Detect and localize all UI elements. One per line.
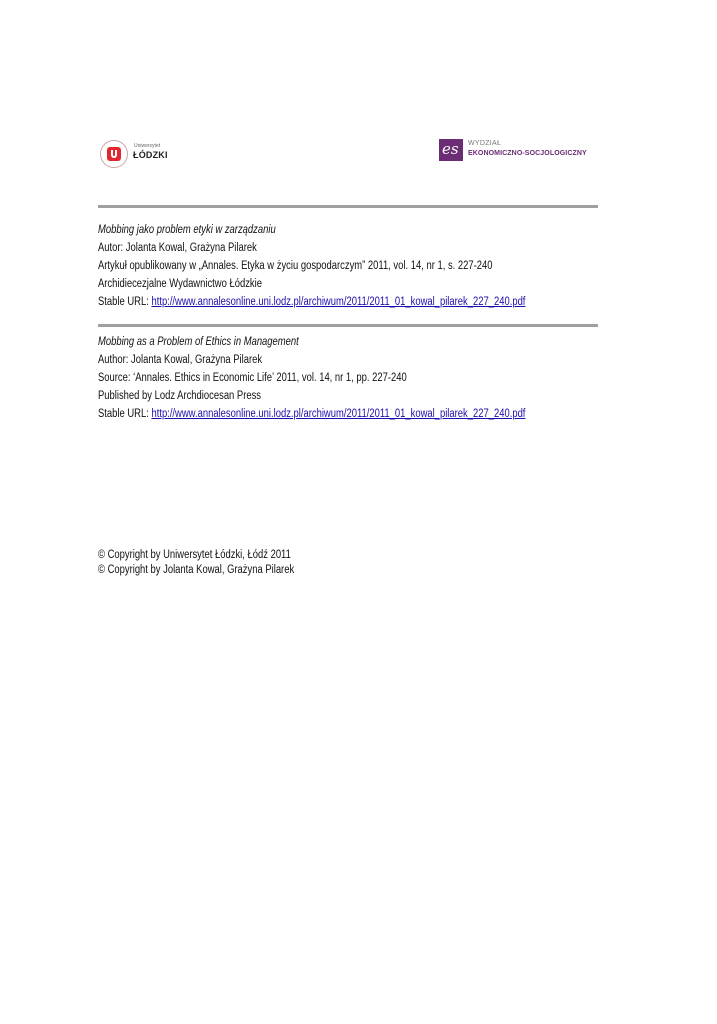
english-authors: Author: Jolanta Kowal, Grażyna Pilarek — [98, 354, 263, 366]
polish-citation — [98, 221, 618, 311]
english-source: Source: ‘Annales. Ethics in Economic Life’ 2011, vol. 14, nr 1, pp. 227-240 — [98, 372, 407, 384]
english-citation — [98, 333, 618, 423]
english-stable-url-link[interactable]: http://www.annalesonline.uni.lodz.pl/archiwum/2011/2011_01_kowal_pilarek_227_240.pdf — [151, 408, 526, 420]
faculty-logo-line1: WYDZIAŁ — [468, 140, 502, 147]
copyright-line-authors: © Copyright by Jolanta Kowal, Grażyna Pilarek — [98, 564, 295, 576]
university-logo — [100, 138, 170, 170]
english-url-label: Stable URL: — [98, 408, 152, 420]
polish-url-label: Stable URL: — [98, 296, 152, 308]
english-url-line — [98, 405, 524, 423]
english-title: Mobbing as a Problem of Ethics in Management — [98, 336, 299, 348]
polish-source: Artykuł opublikowany w „Annales. Etyka w życiu gospodarczym” 2011, vol. 14, nr 1, s. 227-240 — [98, 260, 493, 272]
polish-publisher: Archidiecezjalne Wydawnictwo Łódzkie — [98, 278, 262, 290]
copyright-line-university: © Copyright by Uniwersytet Łódzki, Łódź 2011 — [98, 549, 291, 561]
divider-middle — [98, 324, 598, 327]
faculty-logo-line2: EKONOMICZNO-SOCJOLOGICZNY — [468, 150, 587, 157]
english-publisher: Published by Lodz Archdiocesan Press — [98, 390, 262, 402]
university-logo-small-text: Uniwersytet — [134, 143, 161, 149]
university-seal-icon — [100, 140, 128, 168]
faculty-mark-icon: es — [439, 139, 463, 161]
faculty-logo — [439, 138, 589, 164]
polish-url-line — [98, 293, 524, 311]
polish-stable-url-link[interactable]: http://www.annalesonline.uni.lodz.pl/archiwum/2011/2011_01_kowal_pilarek_227_240.pdf — [151, 296, 526, 308]
copyright-notice — [98, 548, 337, 578]
divider-top — [98, 205, 598, 208]
polish-title: Mobbing jako problem etyki w zarządzaniu — [98, 224, 276, 236]
university-logo-name: ŁÓDZKI — [133, 150, 168, 160]
polish-authors: Autor: Jolanta Kowal, Grażyna Pilarek — [98, 242, 257, 254]
